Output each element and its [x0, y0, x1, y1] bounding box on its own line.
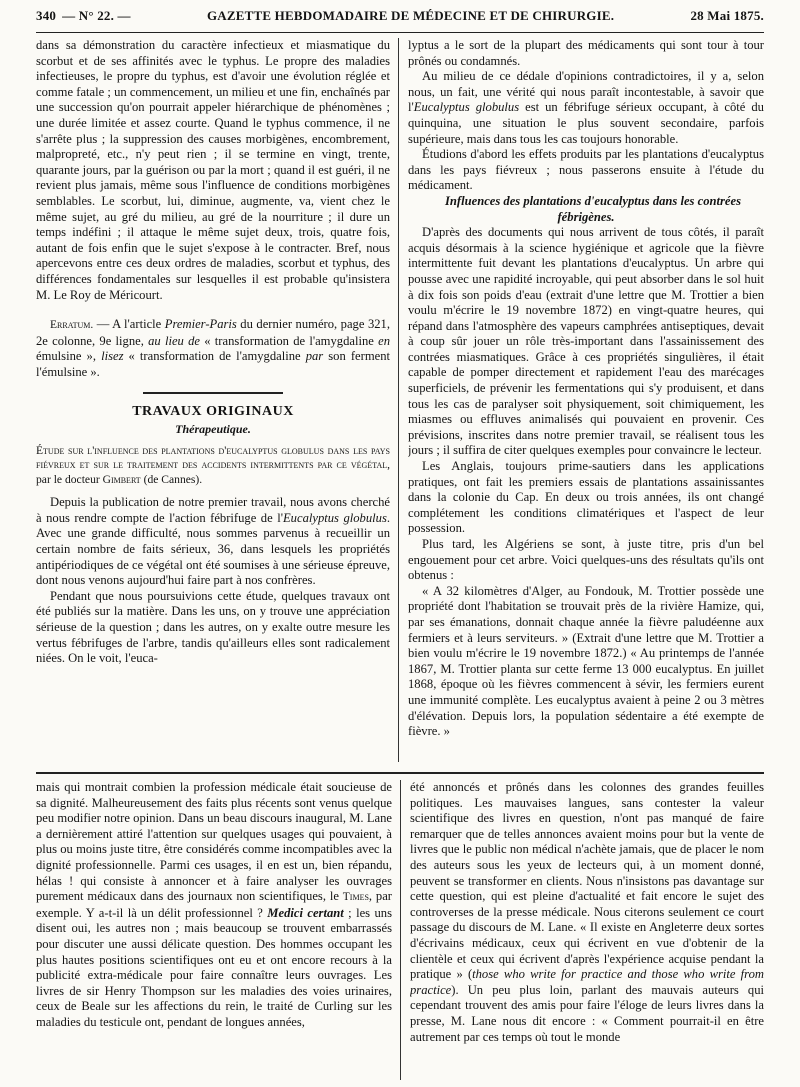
article-title: Étude sur l'influence des plantations d'eucalyptus globulus dans les pays fiévreux et sur le traitement des accidents intermittents par ce végétal, par le docteur Gimbert (de Cannes).: [36, 444, 390, 486]
lower-right-column: [410, 780, 764, 1080]
header-left: [36, 8, 131, 24]
erratum-paragraph: Erratum. — A l'article Premier-Paris du dernier numéro, page 321, 2e colonne, 9e ligne, au lieu de « transformation de l'amygdaline en émulsine », lisez « transformation de l'amygdaline par son ferment l'émulsine ».: [36, 317, 390, 379]
article-author: Gimbert: [102, 473, 141, 486]
documents-paragraph: D'après des documents qui nous arrivent de tous côtés, il paraît acquis désormais à la science hygiénique et agricole que la fièvre intermittente fuit devant les plantations d'eucalyptus. Un arbre qui pousse avec une rapidité incroyable, qui peut absorber dans le sol huit à dix fois son poids d'eau (extrait d'une lettre que M. Trottier a bien voulu m'écrire le 19 novembre 1872) en vingt-quatre heures, qui répand dans l'atmosphère des vapeurs camphrées antiseptiques, devait à coup sûr jouer un rôle très-important dans l'assainissement des contrées miasmatiques. Grâce à ces propriétés singulières, il était capable de pomper directement et rapidement l'eau des marécages superficiels, de prévenir les fermentations qui s'y produisent, et dans tous les cas de paralyser soit physiquement, soit chimiquement, les miasmes ou effluves animalisés qui pouvaient en provenir. Ces prévisions, inscrites dans notre premier travail, se réalisent tous les jours ; il suffira de citer quelques exemples pour convaincre le lecteur.: [408, 225, 764, 458]
header-rule: [36, 32, 764, 33]
section-subtitle: Thérapeutique.: [175, 422, 251, 437]
erratum-label: Erratum.: [50, 319, 94, 332]
trottier-quote: « A 32 kilomètres d'Alger, au Fondouk, M. Trottier possède une propriété dont l'habitation se trouvait près de la rivière Hamize, qui, par ses émanations, donnait chaque année la fièvre paludéenne aux fermiers et à leurs serviteurs. » (Extrait d'une lettre que M. Trottier a bien voulu m'écrire le 19 novembre 1872.) « Au printemps de l'année 1867, M. Trottier planta sur cette ferme 13 000 eucalyptus. En juillet 1868, époque où les fièvres commencent à sévir, les fermiers eurent une immunité complète. Les eucalyptus avaient à peine 2 ou 3 mètres d'élévation. Depuis lors, la population sédentaire a été exempte de fièvre. »: [408, 583, 764, 739]
page-header: [36, 8, 764, 30]
intro-paragraph: Depuis la publication de notre premier travail, nous avons cherché à nous rendre compte de l'action fébrifuge de l'Eucalyptus globulus. Avec une grande difficulté, nous sommes parvenus à recueillir un certain nombre de faits sérieux, 36, dans lesquels les propriétés antipériodiques de ce végétal ont été soumises à une sérieuse épreuve, dont nous venons aujourd'hui faire part à nos confrères.: [36, 495, 390, 588]
page-number: 340: [36, 8, 57, 23]
studies-paragraph: Pendant que nous poursuivions cette étude, quelques travaux ont été publiés sur la matière. Dans les uns, on y trouve une appréciation sérieuse de la question ; dans les autres, on y exalte outre mesure les vertus fébrifuges de l'arbre, tandis qu'ailleurs elles sont radicalement niées. On le voit, l'euca-: [36, 588, 390, 666]
issue-date: 28 Mai 1875.: [690, 8, 764, 23]
algerians-paragraph: Plus tard, les Algériens se sont, à juste titre, pris d'un bel engouement pour cet arbre. Voici quelques-uns des résultats qu'ils ont obtenus :: [408, 537, 764, 583]
continuation-paragraph: lyptus a le sort de la plupart des médicaments qui sont tour à tour prônés ou condamnés.: [408, 38, 764, 68]
section-divider: [143, 392, 283, 394]
section-title: TRAVAUX ORIGINAUX: [132, 404, 294, 420]
upper-right-column: [408, 38, 764, 762]
issue-number: — N° 22. —: [62, 8, 131, 23]
lower-column-rule: [400, 780, 401, 1080]
lower-left-column: [36, 780, 392, 1080]
upper-left-column: [36, 38, 390, 762]
middle-rule: [36, 772, 764, 774]
journal-title: GAZETTE HEBDOMADAIRE DE MÉDECINE ET DE CHIRURGIE.: [206, 8, 615, 23]
opinions-paragraph: Au milieu de ce dédale d'opinions contradictoires, il y a, selon nous, un fait, une vérité qui nous paraît incontestable, à savoir que l'Eucalyptus globulus est un fébrifuge sérieux occupant, à côté du quinquina, une situation le plus souvent secondaire, parfois supérieure, mais dans tous les cas toujours honorable.: [408, 69, 764, 146]
lane-discourse-paragraph: mais qui montrait combien la profession médicale était soucieuse de sa dignité. Malheureusement des faits plus récents sont venus quelque peu modifier notre opinion. Dans un beau discours inaugural, M. Lane a dernièrement attiré l'attention sur quelques usages qui pouvaient, à plus ou moins juste titre, être considérés comme incompatibles avec la dignité professionnelle. Parmi ces usages, il en est un, bien répandu, hélas ! qui consiste à annoncer et à faire analyser les ouvrages purement médicaux dans des journaux non scientifiques, le Times, par exemple. Y a-t-il là un délit professionnel ? Medici certant ; les uns disent oui, les autres non ; mais beaucoup se trouvent embarrassés pour discuter une aussi délicate question. Des hommes occupant les plus hautes positions scientifiques ont eu et ont encore recours à la publicité extra-médicale pour faire connaître leurs ouvrages. Les livres de sir Henry Thompson sur les maladies des voies urinaires, ceux de Beale sur les affections du rein, le traité de Curling sur les maladies du testicule ont, pendant de longues années,: [36, 780, 392, 1029]
subsection-heading: Influences des plantations d'eucalyptus dans les contrées fébrigènes.: [445, 193, 741, 224]
english-paragraph: Les Anglais, toujours prime-sautiers dans les applications pratiques, ont fait les premiers essais de plantations assainissantes dans la colonie du Cap. En deux ou trois années, ils ont changé complétement les conditions climatériques et l'aspect de leur possession.: [408, 459, 764, 536]
upper-column-rule: [398, 38, 399, 762]
typhus-paragraph: dans sa démonstration du caractère infectieux et miasmatique du scorbut et de ses affinités avec le typhus. Le propre des maladies infectieuses, le propre du typhus, est d'avoir une évolution réglée et comme fatale ; un commencement, un milieu et une fin, enchaînés par une succession qu'on pourrait appeler hiérarchique de phénomènes ; une durée limitée et assez courte. Quand le typhus commence, il ne s'arrête plus ; la suppression des causes morbigènes, encombrement, malpropreté, etc., n'y peut rien ; il se termine en vingt, trente, quarante jours, par la guérison ou par la mort ; quand il est guéri, il ne revient plus jamais, même sous l'influence de conditions morbigènes semblables. Le scorbut, lui, diminue, augmente, va, vient chez le même sujet, au gré du milieu, au gré de la nourriture ; il dure un temps indéfini ; il attaque le même sujet deux, trois, quatre fois, autant de fois enfin que le sujet s'expose à le contracter. Bref, nous apercevons entre ces deux ordres de maladies, scorbut et typhus, des différences fondamentales sur lesquelles il est probable qu'insistera M. Le Roy de Méricourt.: [36, 38, 390, 302]
study-plan-paragraph: Étudions d'abord les effets produits par les plantations d'eucalyptus dans les pays fiévreux ; nous passerons ensuite à l'étude du médicament.: [408, 147, 764, 193]
announcements-paragraph: été annoncés et prônés dans les colonnes des grandes feuilles politiques. Les mauvaises langues, sans contester la valeur scientifique des livres en question, n'ont pas manqué de faire remarquer que de telles annonces avaient moins pour but la vente de livres que le public non médical n'achète jamais, que de placer le nom des auteurs sous les yeux de lecteurs qui, à un moment donné, peuvent se transformer en clients. Nous n'insistons pas davantage sur cette question, qui est pleine d'actualité et fait encore le sujet des controverses de la presse médicale. Nous citerons seulement ce court passage du discours de M. Lane. « Il existe en Angleterre deux sortes d'écrivains médicaux, ceux qui écrivent en vue d'obtenir de la clientèle et ceux qui écrivent d'après l'expérience acquise pendant la pratique » (those who write for practice and those who write from practice). Un peu plus loin, parlant des mauvais auteurs qui cependant trouvent des amis pour faire l'éloge de leurs livres dans la presse, M. Lane nous dit encore : « Comment pourrait-il en être autrement par ces temps où tout le monde: [410, 780, 764, 1044]
